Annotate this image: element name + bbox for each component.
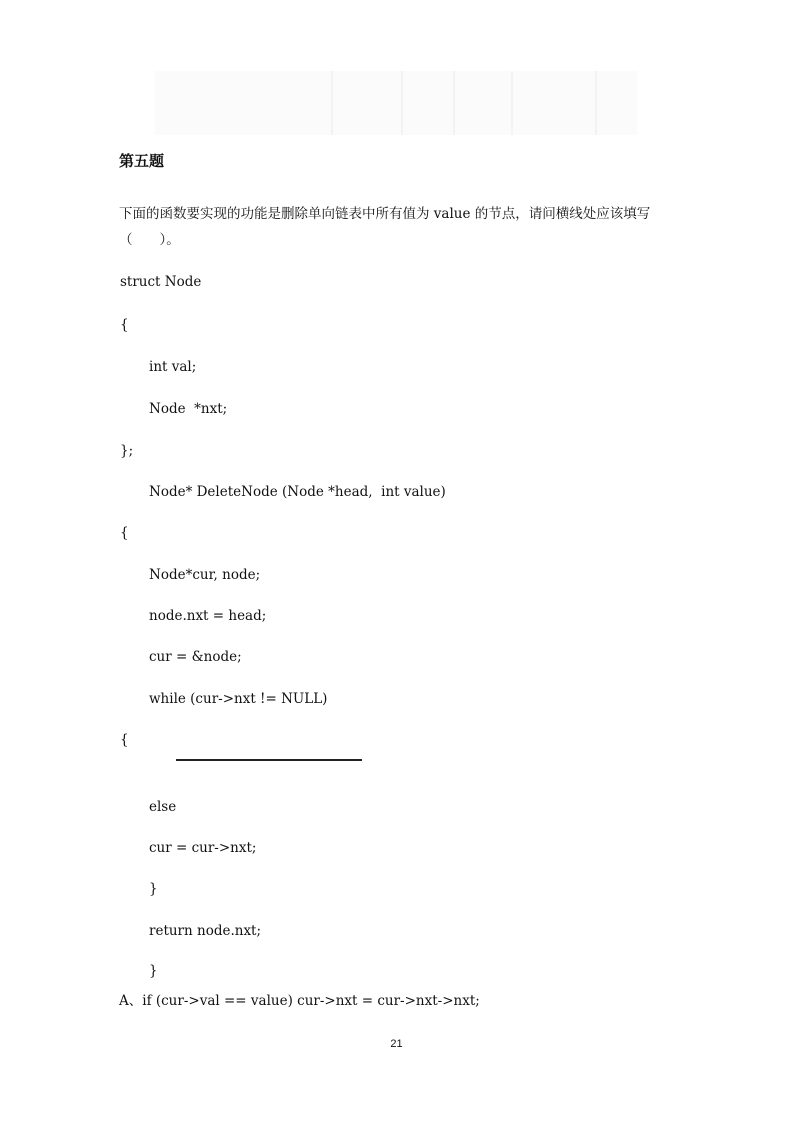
code-line: struct Node <box>120 274 202 290</box>
code-line: node.nxt = head; <box>149 608 267 624</box>
code-line: else <box>149 799 177 815</box>
code-line: { <box>120 317 129 333</box>
code-line: cur = cur->nxt; <box>149 840 257 856</box>
header-placeholder <box>155 71 637 135</box>
code-line: }; <box>120 443 134 459</box>
code-line: cur = &node; <box>149 649 242 665</box>
code-line: int val; <box>149 359 197 375</box>
code-line: { <box>120 732 129 748</box>
code-line: { <box>120 525 129 541</box>
page-number: 21 <box>390 1038 403 1050</box>
code-line: } <box>149 881 158 897</box>
code-line: return node.nxt; <box>149 923 262 939</box>
code-line: Node*cur, node; <box>149 567 261 583</box>
fill-in-blank <box>176 759 362 761</box>
code-line: while (cur->nxt != NULL) <box>149 691 328 707</box>
option-a: A、if (cur->val == value) cur->nxt = cur->nxt->nxt; <box>119 993 480 1009</box>
code-line: Node *nxt; <box>149 401 228 417</box>
question-text: 下面的函数要实现的功能是删除单向链表中所有值为 value 的节点，请问横线处应该填写（ ）。 <box>119 206 651 248</box>
code-line: Node* DeleteNode (Node *head, int value) <box>149 484 446 500</box>
question-title: 第五题 <box>119 152 165 170</box>
code-line: } <box>149 963 158 979</box>
